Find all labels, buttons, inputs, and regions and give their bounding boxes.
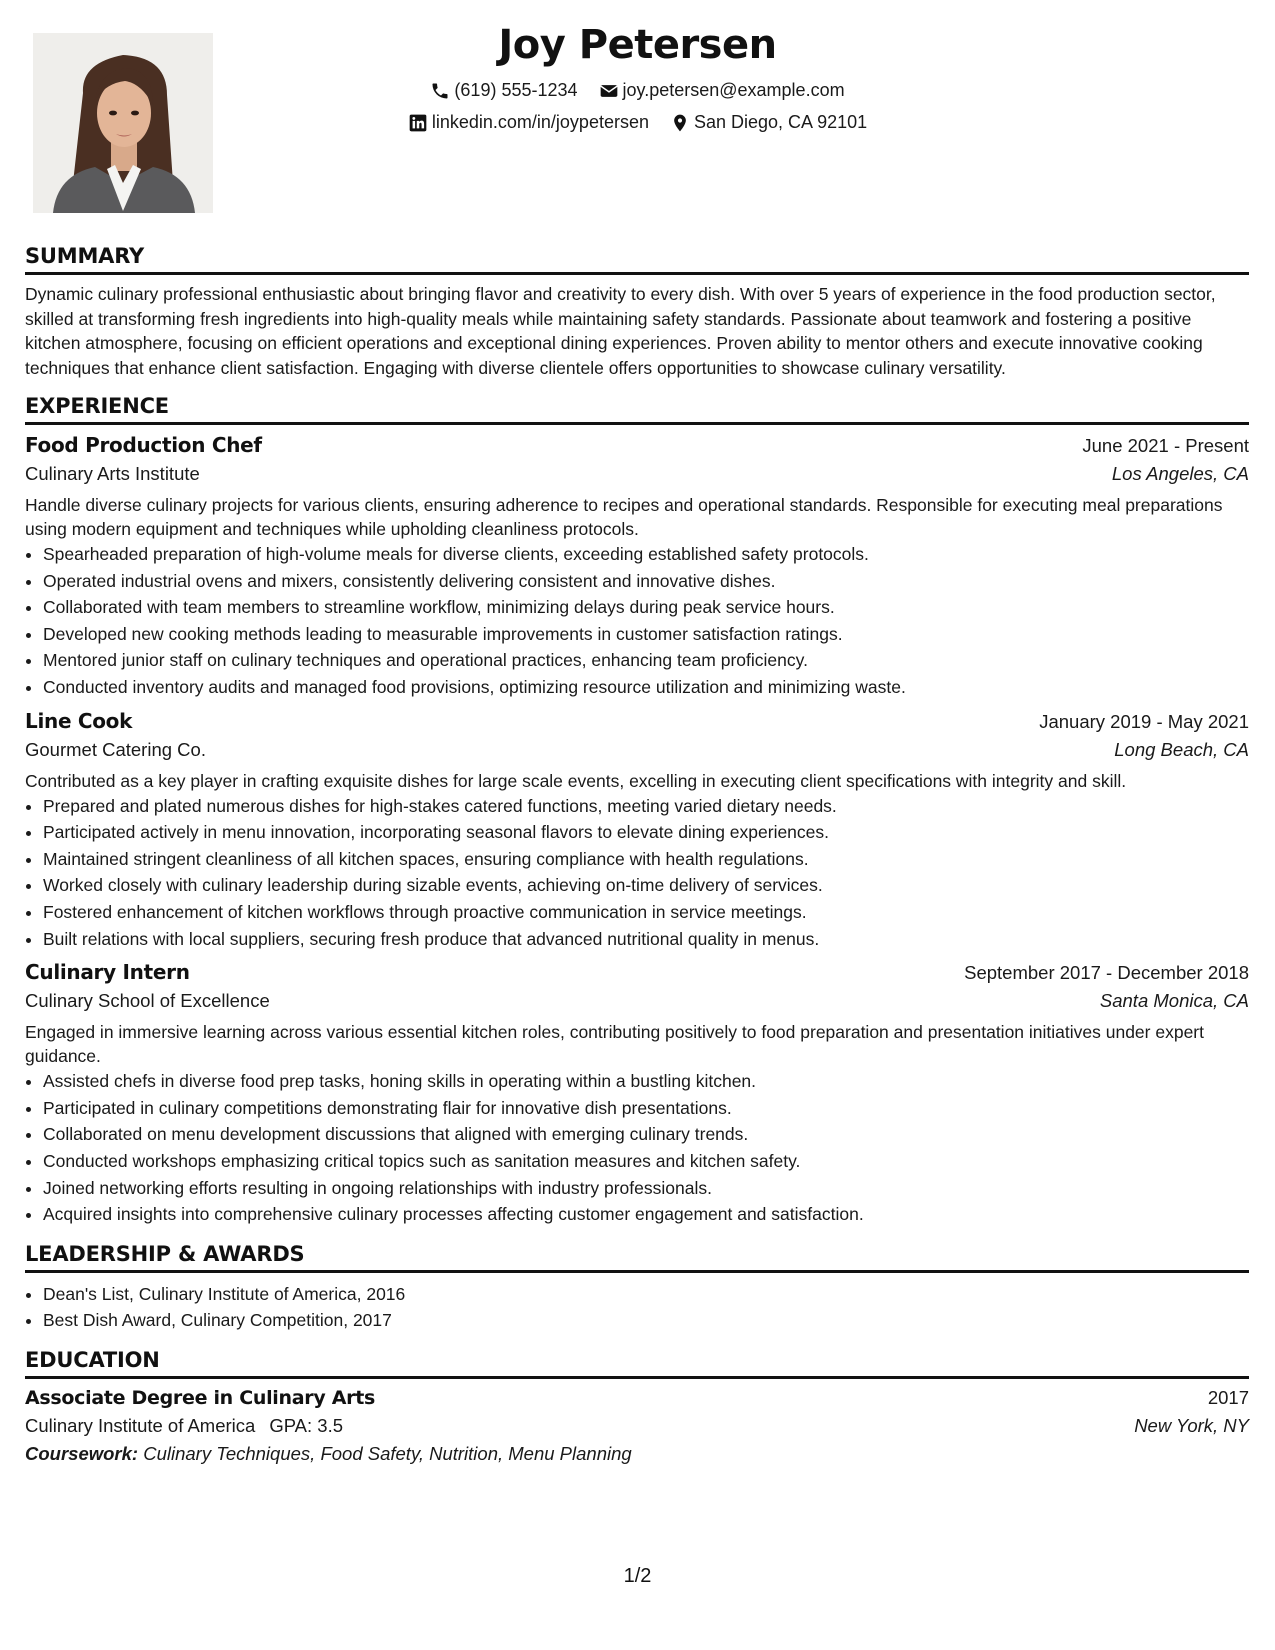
job-bullet: • Conducted workshops emphasizing critical topics such as sanitation measures and kitchen safety.	[43, 1148, 1249, 1175]
education-section	[25, 1348, 1249, 1465]
job-bullets	[25, 541, 1249, 701]
graduation-year: 2017	[1207, 1386, 1249, 1408]
job-bullet: • Mentored junior staff on culinary techniques and operational practices, enhancing team proficiency.	[43, 647, 1249, 674]
school-location: New York, NY	[1134, 1414, 1249, 1436]
job-bullet: • Assisted chefs in diverse food prep tasks, honing skills in operating within a bustling kitchen.	[43, 1068, 1249, 1095]
job-bullet: • Acquired insights into comprehensive culinary processes affecting customer engagement and satisfaction.	[43, 1201, 1249, 1228]
contact-row-2	[0, 112, 1275, 138]
job-dates: September 2017 - December 2018	[964, 962, 1249, 984]
job-company: Culinary Arts Institute	[25, 463, 200, 484]
job-bullet: • Collaborated with team members to streamline workflow, minimizing delays during peak service hours.	[43, 594, 1249, 621]
coursework-list: Culinary Techniques, Food Safety, Nutrition, Menu Planning	[143, 1442, 632, 1464]
linkedin-icon	[408, 113, 428, 133]
resume-content	[25, 244, 1249, 1479]
job-title: Food Production Chef	[25, 433, 262, 457]
phone-icon	[430, 81, 450, 101]
job-location: Los Angeles, CA	[1111, 463, 1249, 484]
job-bullet: • Spearheaded preparation of high-volume meals for diverse clients, exceeding established safety protocols.	[43, 541, 1249, 568]
job-bullet: • Conducted inventory audits and managed food provisions, optimizing resource utilization and minimizing waste.	[43, 674, 1249, 701]
job-entry	[25, 709, 1249, 953]
degree-title: Associate Degree in Culinary Arts	[25, 1386, 376, 1409]
job-bullet: • Fostered enhancement of kitchen workflows through proactive communication in service meetings.	[43, 899, 1249, 926]
job-bullets	[25, 1068, 1249, 1228]
job-bullet: • Worked closely with culinary leadership during sizable events, achieving on-time delivery of services.	[43, 872, 1249, 899]
job-bullet: • Participated actively in menu innovation, incorporating seasonal flavors to elevate dining experiences.	[43, 819, 1249, 846]
section-title-summary: SUMMARY	[25, 244, 1249, 275]
summary-text: Dynamic culinary professional enthusiastic about bringing flavor and creativity to every dish. With over 5 years of experience in the food production sector, skilled at transforming fresh ingredients into high-quality meals while maintaining safety standards. Passionate about teamwork and fostering a positive kitchen atmosphere, focusing on efficient operations and exceptional dining experiences. Proven ability to mentor others and execute innovative cooking techniques that enhance client satisfaction. Engaging with diverse clientele offers opportunities to showcase culinary versatility.	[25, 284, 1216, 378]
envelope-icon	[599, 81, 619, 101]
awards-section	[25, 1242, 1249, 1334]
job-entry	[25, 960, 1249, 1228]
coursework-label: Coursework:	[25, 1442, 139, 1464]
contact-location	[670, 112, 867, 133]
job-bullet: • Joined networking efforts resulting in ongoing relationships with industry professionals.	[43, 1175, 1249, 1202]
gpa: GPA: 3.5	[269, 1414, 344, 1436]
contact-phone[interactable]	[430, 80, 577, 101]
school-name: Culinary Institute of America	[25, 1414, 256, 1436]
job-bullet: • Built relations with local suppliers, securing fresh produce that advanced nutritional quality in menus.	[43, 926, 1249, 953]
job-bullet: • Developed new cooking methods leading to measurable improvements in customer satisfaction ratings.	[43, 621, 1249, 648]
candidate-name: Joy Petersen	[498, 22, 777, 68]
map-pin-icon	[670, 113, 690, 133]
section-title-awards: LEADERSHIP & AWARDS	[25, 1242, 1249, 1273]
job-entry	[25, 433, 1249, 701]
section-title-education: EDUCATION	[25, 1348, 1249, 1379]
job-description: Contributed as a key player in crafting exquisite dishes for large scale events, excelling in executing client specifications with integrity and skill.	[25, 770, 1127, 791]
linkedin-text: linkedin.com/in/joypetersen	[431, 112, 649, 132]
contact-linkedin[interactable]	[408, 112, 649, 133]
job-title: Culinary Intern	[25, 960, 190, 985]
school-line	[25, 1415, 343, 1437]
contact-row-1	[0, 80, 1275, 106]
job-description: Handle diverse culinary projects for various clients, ensuring adherence to recipes and operational standards. Responsible for executing meal preparations using modern equipment and techniques while upholding cleanliness protocols.	[25, 495, 1223, 539]
page-number: 1/2	[623, 1565, 652, 1587]
job-bullet: • Prepared and plated numerous dishes for high-stakes catered functions, meeting varied dietary needs.	[43, 793, 1249, 820]
summary-section	[25, 244, 1249, 380]
contact-email[interactable]	[599, 80, 845, 101]
award-item: • Best Dish Award, Culinary Competition, 2017	[43, 1307, 1249, 1334]
job-bullet: • Operated industrial ovens and mixers, consistently delivering consistent and innovative dishes.	[43, 568, 1249, 595]
job-dates: January 2019 - May 2021	[1039, 710, 1249, 732]
location-text: San Diego, CA 92101	[694, 112, 868, 132]
job-bullets	[25, 793, 1249, 953]
job-bullet: • Collaborated on menu development discussions that aligned with emerging culinary trends.	[43, 1121, 1249, 1148]
job-company: Culinary School of Excellence	[25, 990, 270, 1012]
phone-text: (619) 555-1234	[454, 80, 578, 100]
job-location: Long Beach, CA	[1114, 738, 1249, 760]
award-item: • Dean's List, Culinary Institute of America, 2016	[43, 1281, 1249, 1308]
coursework	[25, 1443, 1249, 1465]
section-title-experience: EXPERIENCE	[25, 394, 1249, 425]
awards-list	[25, 1281, 1249, 1334]
job-bullet: • Maintained stringent cleanliness of all kitchen spaces, ensuring compliance with health regulations.	[43, 846, 1249, 873]
job-description: Engaged in immersive learning across various essential kitchen roles, contributing positively to food preparation and presentation initiatives under expert guidance.	[25, 1022, 1204, 1067]
job-bullet: • Participated in culinary competitions demonstrating flair for innovative dish presentations.	[43, 1095, 1249, 1122]
job-location: Santa Monica, CA	[1099, 990, 1249, 1012]
job-title: Line Cook	[25, 708, 133, 733]
job-company: Gourmet Catering Co.	[25, 738, 206, 760]
email-text: joy.petersen@example.com	[622, 80, 845, 100]
job-dates: June 2021 - Present	[1082, 435, 1249, 456]
experience-section	[25, 394, 1249, 1228]
